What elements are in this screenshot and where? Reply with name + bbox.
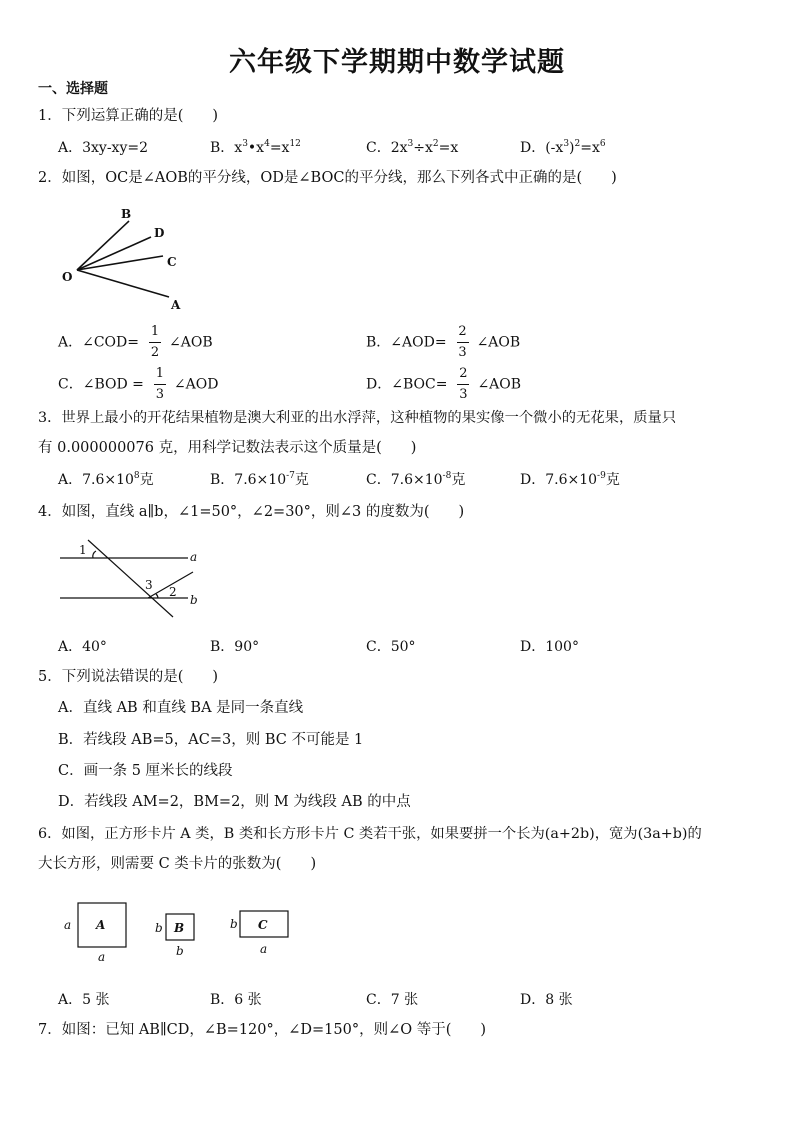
page-title: 六年级下学期期中数学试题 (229, 47, 565, 78)
question-3-stem-line2: 有 0.000000076 克，用科学记数法表示这个质量是( ) (38, 440, 417, 456)
label-b-bottom: b (176, 944, 184, 958)
angle-bisector-figure (55, 205, 195, 313)
label-a-bottom: a (98, 950, 106, 964)
label-angle-3: 3 (145, 578, 153, 592)
label-b: B (121, 207, 132, 221)
label-a-side-a: a (64, 918, 72, 932)
question-5-stem: 5．下列说法错误的是( ) (38, 669, 219, 685)
label-b-side: b (155, 921, 163, 935)
q1-option-c: C．$2x^3\div x^2=x$ (366, 139, 459, 156)
q2-option-a: A．∠COD= $\frac{1}{2}$ ∠AOB (58, 324, 213, 360)
q2-option-c: C．∠BOD = $\frac{1}{3}$ ∠AOD (58, 366, 219, 402)
label-angle-1: 1 (79, 543, 87, 557)
label-a: A (171, 298, 181, 312)
label-o: O (62, 270, 73, 284)
q2-option-d: D．∠BOC= $\frac{2}{3}$ ∠AOB (366, 366, 522, 402)
q6-option-c: C．7 张 (366, 992, 419, 1008)
label-c: C (167, 255, 177, 269)
question-2-stem: 2．如图，OC是∠AOB的平分线，OD是∠BOC的平分线，那么下列各式中正确的是( ) (38, 170, 617, 186)
q3-option-a: A．$7.6\times 10^8$克 (58, 471, 154, 488)
ray-od (77, 237, 151, 270)
question-3-stem-line1: 3．世界上最小的开花结果植物是澳大利亚的出水浮萍，这种植物的果实像一个微小的无花果，质量只 (38, 410, 677, 426)
question-6-stem-line2: 大长方形，则需要 C 类卡片的张数为( ) (38, 856, 317, 872)
q6-option-a: A．5 张 (58, 992, 110, 1008)
q3-option-c: C．$7.6\times 10^{-8}$克 (366, 471, 466, 488)
q5-option-a: A．直线 AB 和直线 BA 是同一条直线 (58, 700, 304, 716)
q4-option-b: B．90° (210, 639, 260, 655)
q4-option-c: C．50° (366, 639, 416, 655)
q1-option-d: D．$(-x^3)^2=x^6$ (520, 139, 606, 156)
q3-option-b: B．$7.6\times 10^{-7}$克 (210, 471, 309, 488)
q4-option-d: D．100° (520, 639, 579, 655)
label-card-a: A (96, 918, 106, 932)
question-7-stem: 7．如图：已知 AB∥CD，∠B=120°，∠D=150°，则∠O 等于( ) (38, 1022, 487, 1038)
parallel-lines-figure (55, 535, 215, 623)
q5-option-d: D．若线段 AM=2，BM=2，则 M 为线段 AB 的中点 (58, 794, 411, 810)
label-c-side: b (230, 917, 238, 931)
q5-option-c: C．画一条 5 厘米长的线段 (58, 763, 233, 779)
transversal (88, 540, 173, 617)
q5-option-b: B．若线段 AB=5，AC=3，则 BC 不可能是 1 (58, 732, 364, 748)
label-angle-2: 2 (169, 585, 177, 599)
question-4-stem: 4．如图，直线 a∥b，∠1=50°，∠2=30°，则∠3 的度数为( ) (38, 504, 465, 520)
label-line-b: b (190, 593, 198, 607)
q4-option-a: A．40° (58, 639, 107, 655)
question-1-stem: 1．下列运算正确的是( ) (38, 108, 219, 124)
q6-option-d: D．8 张 (520, 992, 573, 1008)
angle-1-arc (93, 551, 96, 558)
q1-option-a: A．3xy-xy=2 (58, 140, 148, 156)
q1-option-b: B．$x^3•x^4=x^{12}$ (210, 139, 301, 156)
q2-option-b: B．∠AOD= $\frac{2}{3}$ ∠AOB (366, 324, 521, 360)
q3-option-d: D．$7.6\times 10^{-9}$克 (520, 471, 620, 488)
label-card-b: B (174, 921, 185, 935)
label-line-a: a (190, 550, 198, 564)
section-heading: 一、选择题 (38, 81, 108, 97)
ray-oa (77, 270, 169, 297)
label-c-bottom: a (260, 942, 268, 956)
question-6-stem-line1: 6．如图，正方形卡片 A 类，B 类和长方形卡片 C 类若干张，如果要拼一个长为(a+2b)，宽为(3a+b)的 (38, 826, 702, 842)
label-card-c: C (258, 918, 268, 932)
label-d: D (154, 226, 165, 240)
q6-option-b: B．6 张 (210, 992, 262, 1008)
cards-figure (60, 895, 300, 965)
